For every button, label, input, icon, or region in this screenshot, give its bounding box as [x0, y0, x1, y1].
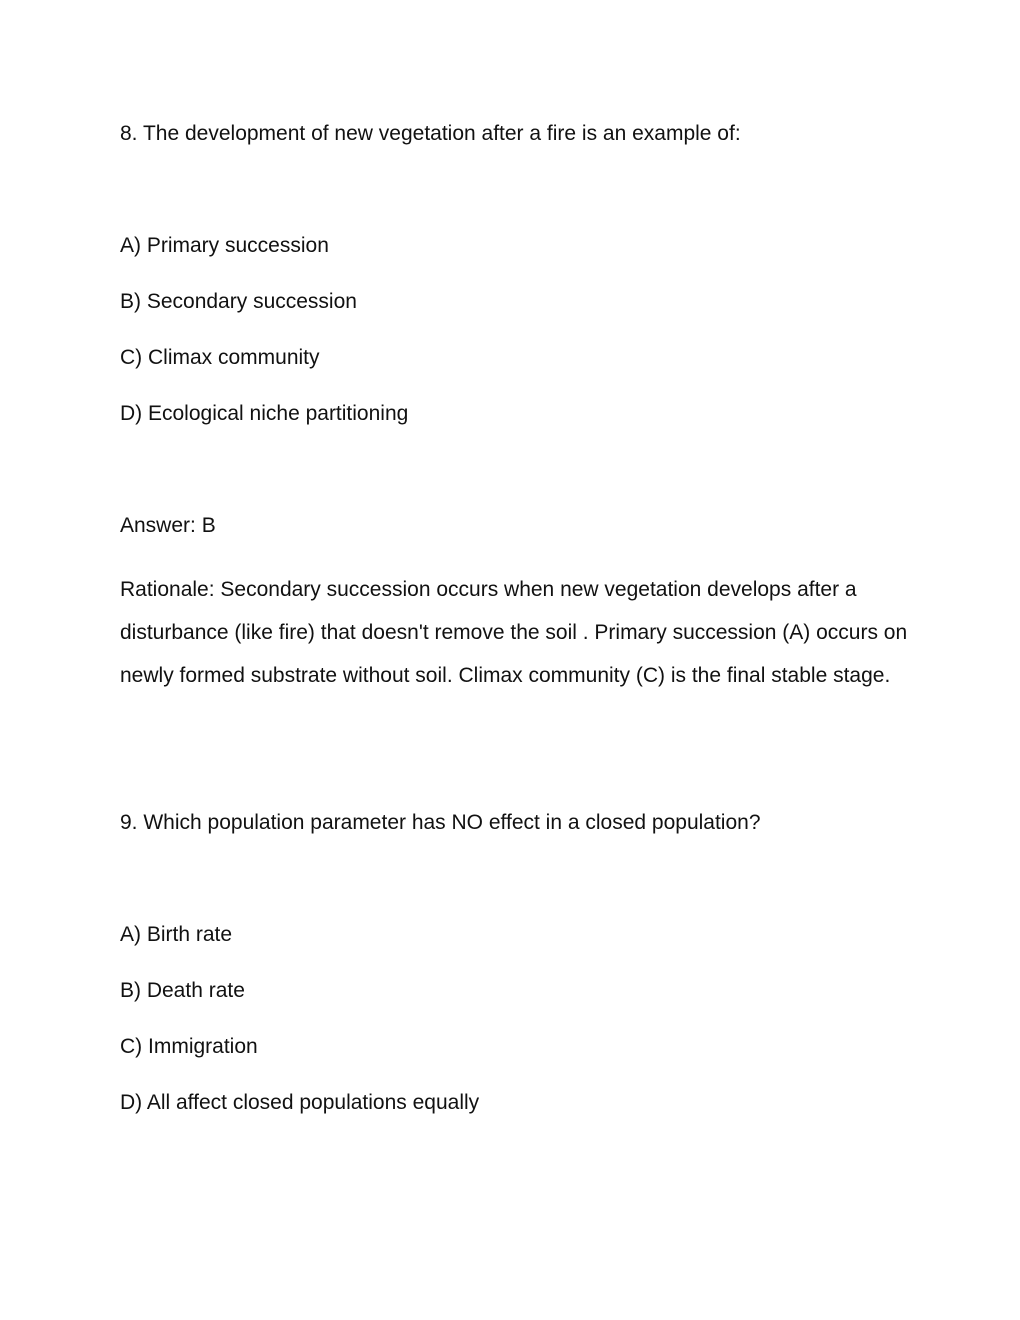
question-9-option-c: C) Immigration — [120, 1035, 258, 1058]
question-8-answer: Answer: B — [120, 514, 216, 537]
question-8-rationale: Rationale: Secondary succession occurs when new vegetation develops after a disturbance (like fire) that doesn't remove the soil . Primary succession (A) occurs on newly formed substrate without soil. Climax community (C) is the final stable stage. — [120, 578, 908, 687]
question-8-text: 8. The development of new vegetation after a fire is an example of: — [120, 122, 741, 145]
question-9-option-a: A) Birth rate — [120, 923, 233, 946]
question-9-option-d: D) All affect closed populations equally — [120, 1091, 480, 1114]
question-8-option-b: B) Secondary succession — [120, 290, 357, 313]
question-9-option-b: B) Death rate — [120, 979, 245, 1002]
question-8-option-a: A) Primary succession — [120, 234, 329, 257]
question-8-option-c: C) Climax community — [120, 346, 320, 369]
question-8-option-d: D) Ecological niche partitioning — [120, 402, 409, 425]
question-9-text: 9. Which population parameter has NO effect in a closed population? — [120, 811, 761, 834]
